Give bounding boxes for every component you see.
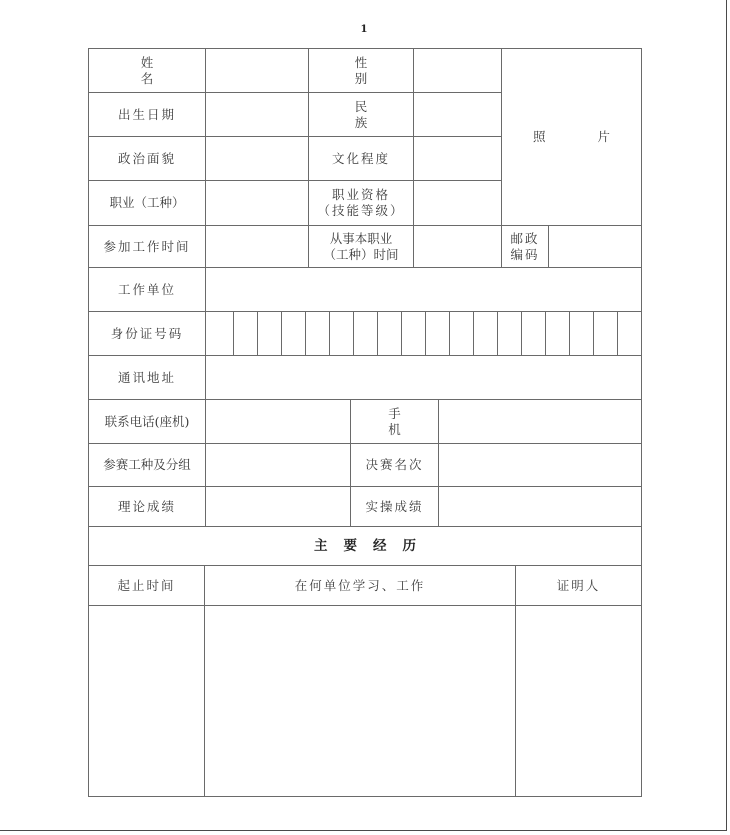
current-job-duration-label (308, 225, 414, 268)
occupation-field[interactable] (205, 180, 309, 226)
page-edge-right (726, 0, 727, 830)
theory-score-label: 理论成绩 (88, 486, 206, 527)
id-digit-box[interactable] (257, 311, 282, 356)
qualification-label-line2: （技能等级） (317, 203, 405, 218)
final-rank-field[interactable] (438, 443, 642, 487)
experience-unit-header: 在何单位学习、工作 (204, 565, 516, 606)
experience-time-entry[interactable] (88, 605, 205, 797)
ethnicity-label: 民 族 (308, 92, 414, 137)
id-digit-box[interactable] (329, 311, 354, 356)
experience-witness-entry[interactable] (515, 605, 642, 797)
gender-label: 性 别 (308, 48, 414, 93)
birth-date-label: 出生日期 (88, 92, 206, 137)
qualification-field[interactable] (413, 180, 502, 226)
id-digit-box[interactable] (569, 311, 594, 356)
ethnicity-field[interactable] (413, 92, 502, 137)
id-digit-box[interactable] (497, 311, 522, 356)
id-digit-box[interactable] (305, 311, 330, 356)
name-label: 姓 名 (88, 48, 206, 93)
employer-label: 工作单位 (88, 267, 206, 312)
address-field[interactable] (205, 355, 642, 400)
experience-section-title: 主要经历 (88, 526, 642, 566)
page-edge-bottom (0, 830, 727, 831)
postal-code-label (501, 225, 549, 268)
postal-label-line1: 邮政 (510, 230, 540, 246)
id-digit-box[interactable] (281, 311, 306, 356)
qualification-label-line1: 职业资格 (331, 187, 390, 202)
birth-date-field[interactable] (205, 92, 309, 137)
id-digit-box[interactable] (353, 311, 378, 356)
gender-field[interactable] (413, 48, 502, 93)
id-number-label: 身份证号码 (88, 311, 206, 356)
id-digit-box[interactable] (521, 311, 546, 356)
landline-label: 联系电话(座机) (88, 399, 206, 444)
final-rank-label: 决赛名次 (350, 443, 439, 487)
id-digit-box[interactable] (233, 311, 258, 356)
id-digit-box[interactable] (401, 311, 426, 356)
qualification-label (308, 180, 414, 226)
postal-code-field[interactable] (548, 225, 642, 268)
political-status-field[interactable] (205, 136, 309, 181)
mobile-label: 手 机 (350, 399, 439, 444)
work-start-label: 参加工作时间 (88, 225, 206, 268)
experience-time-header: 起止时间 (88, 565, 205, 606)
id-digit-box[interactable] (425, 311, 450, 356)
education-field[interactable] (413, 136, 502, 181)
address-label: 通讯地址 (88, 355, 206, 400)
contest-trade-label: 参赛工种及分组 (88, 443, 206, 487)
employer-field[interactable] (205, 267, 642, 312)
current-job-label-line2: （工种）时间 (323, 246, 399, 262)
practice-score-field[interactable] (438, 486, 642, 527)
id-digit-box[interactable] (449, 311, 474, 356)
id-digit-box[interactable] (617, 311, 642, 356)
theory-score-field[interactable] (205, 486, 351, 527)
work-start-field[interactable] (205, 225, 309, 268)
id-digit-box[interactable] (377, 311, 402, 356)
id-digit-box[interactable] (593, 311, 618, 356)
name-field[interactable] (205, 48, 309, 93)
political-status-label: 政治面貌 (88, 136, 206, 181)
education-label: 文化程度 (308, 136, 414, 181)
practice-score-label: 实操成绩 (350, 486, 439, 527)
mobile-field[interactable] (438, 399, 642, 444)
postal-label-line2: 编码 (510, 246, 540, 262)
page-number: 1 (360, 24, 368, 35)
landline-field[interactable] (205, 399, 351, 444)
id-number-gap (205, 311, 234, 356)
photo-area[interactable]: 照 片 (501, 48, 642, 226)
experience-witness-header: 证明人 (515, 565, 642, 606)
id-digit-box[interactable] (545, 311, 570, 356)
contest-trade-field[interactable] (205, 443, 351, 487)
experience-unit-entry[interactable] (204, 605, 516, 797)
current-job-duration-field[interactable] (413, 225, 502, 268)
current-job-label-line1: 从事本职业 (329, 230, 393, 246)
id-digit-box[interactable] (473, 311, 498, 356)
occupation-label: 职业（工种） (88, 180, 206, 226)
